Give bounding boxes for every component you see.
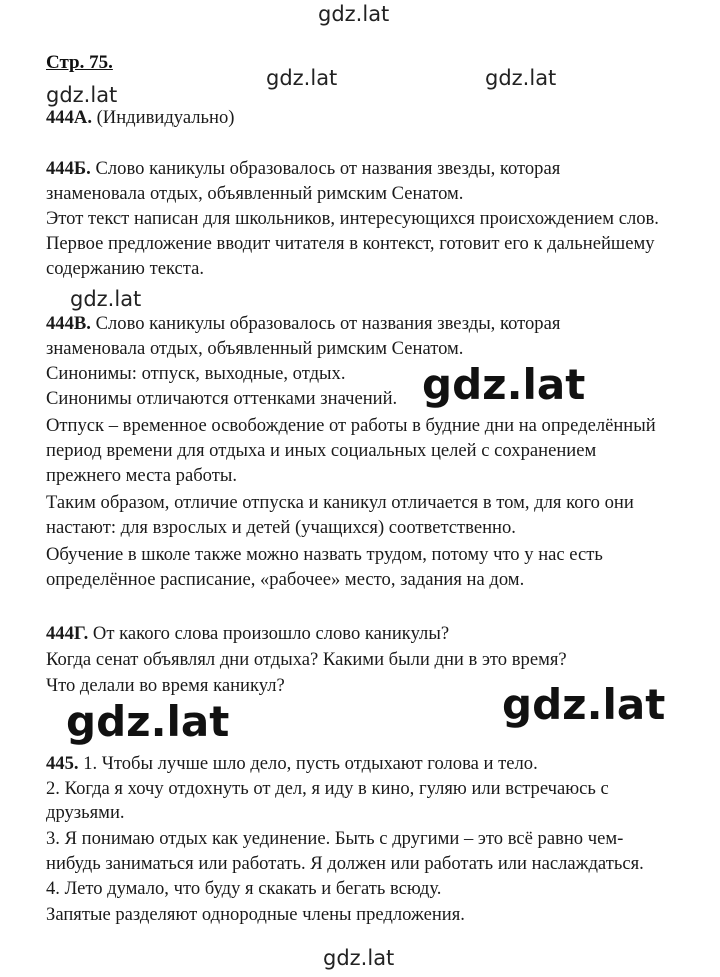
exercise-444v-line: Обучение в школе также можно назвать трудом, потому что у нас есть xyxy=(46,544,603,565)
exercise-444v-line: Таким образом, отличие отпуска и каникул отличается в том, для кого они xyxy=(46,492,634,513)
watermark: gdz.lat xyxy=(323,946,395,970)
exercise-444v-line: Синонимы отличаются оттенками значений. xyxy=(46,388,398,409)
exercise-444b-line: Первое предложение вводит читателя в контекст, готовит его к дальнейшему xyxy=(46,233,655,254)
exercise-444v-line: определённое расписание, «рабочее» место, задания на дом. xyxy=(46,569,525,590)
exercise-444v-line: знаменовала отдых, объявленный римским Сенатом. xyxy=(46,338,464,359)
exercise-number: 444Б. xyxy=(46,158,91,179)
watermark: gdz.lat xyxy=(485,66,557,90)
exercise-text: 1. Чтобы лучше шло дело, пусть отдыхают голова и тело. xyxy=(78,753,538,774)
exercise-text: От какого слова произошло слово каникулы? xyxy=(88,623,450,644)
exercise-text: (Индивидуально) xyxy=(91,107,235,128)
exercise-number: 445. xyxy=(46,753,79,774)
exercise-text: Слово каникулы образовалось от названия звезды, которая xyxy=(90,313,561,334)
exercise-444b-line: Этот текст написан для школьников, интересующихся происхождением слов. xyxy=(46,208,659,229)
watermark: gdz.lat xyxy=(70,287,142,311)
exercise-444v-line: настают: для взрослых и детей (учащихся) соответственно. xyxy=(46,517,516,538)
exercise-444v-line: период времени для отдыха и иных социальных целей с сохранением xyxy=(46,440,597,461)
exercise-445-line: 3. Я понимаю отдых как уединение. Быть с другими – это всё равно чем- xyxy=(46,828,624,849)
exercise-number: 444Г. xyxy=(46,623,89,644)
exercise-number: 444А. xyxy=(46,107,92,128)
exercise-444v-line: Синонимы: отпуск, выходные, отдых. xyxy=(46,363,346,384)
page-title: Стр. 75. xyxy=(46,52,113,73)
exercise-444v-line: Отпуск – временное освобождение от работы в будние дни на определённый xyxy=(46,415,656,436)
exercise-444b-line: знаменовала отдых, объявленный римским Сенатом. xyxy=(46,183,464,204)
exercise-444g-line: Что делали во время каникул? xyxy=(46,675,285,696)
watermark: gdz.lat xyxy=(418,360,589,409)
exercise-444v-line: прежнего места работы. xyxy=(46,465,237,486)
exercise-444b-line xyxy=(46,157,560,181)
exercise-444g-line: Когда сенат объявлял дни отдыха? Какими были дни в это время? xyxy=(46,649,567,670)
exercise-445-line xyxy=(46,752,538,776)
watermark: gdz.lat xyxy=(502,680,666,729)
exercise-444b-line: содержанию текста. xyxy=(46,258,205,279)
exercise-445-line: Запятые разделяют однородные члены предложения. xyxy=(46,904,465,925)
exercise-text: Слово каникулы образовалось от названия звезды, которая xyxy=(90,158,561,179)
exercise-444v-line xyxy=(46,312,560,336)
exercise-444g-line xyxy=(46,622,449,646)
watermark: gdz.lat xyxy=(66,697,230,746)
watermark: gdz.lat xyxy=(266,66,338,90)
watermark: gdz.lat xyxy=(46,83,118,107)
exercise-445-line: друзьями. xyxy=(46,802,125,823)
exercise-445-line: 4. Лето думало, что буду я скакать и бегать всюду. xyxy=(46,878,442,899)
watermark: gdz.lat xyxy=(318,2,390,26)
exercise-445-line: нибудь заниматься или работать. Я должен или работать или наслаждаться. xyxy=(46,853,644,874)
exercise-444a-line xyxy=(46,106,234,130)
exercise-number: 444В. xyxy=(46,313,91,334)
exercise-445-line: 2. Когда я хочу отдохнуть от дел, я иду в кино, гуляю или встречаюсь с xyxy=(46,778,609,799)
